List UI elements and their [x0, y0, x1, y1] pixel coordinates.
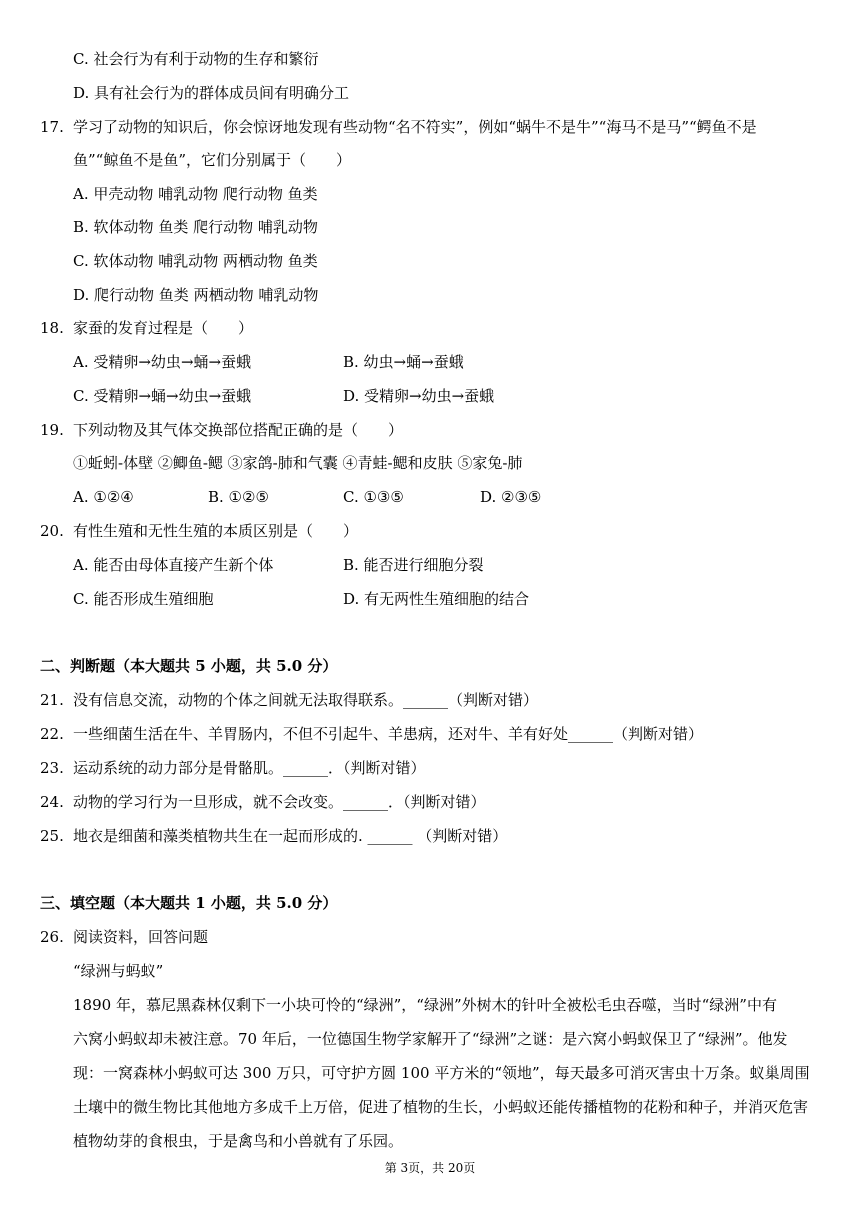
q24-text: 动物的学习行为一旦形成，就不会改变。______．（判断对错） [73, 793, 486, 811]
q26-passage-title: “绿洲与蚂蚁” [73, 962, 164, 980]
q26-passage-line: 1890 年，慕尼黑森林仅剩下一小块可怜的“绿洲”，“绿洲”外树木的针叶全被松毛虫吞噬，当时“绿洲”中有 [73, 996, 777, 1014]
q19-option-a: A. ①②④ [73, 488, 134, 506]
q19-option-b: B. ①②⑤ [208, 488, 269, 506]
q20-option-a: A. 能否由母体直接产生新个体 [73, 556, 274, 574]
q23-text: 运动系统的动力部分是骨骼肌。______．（判断对错） [73, 759, 426, 777]
q21-text: 没有信息交流，动物的个体之间就无法取得联系。______（判断对错） [73, 691, 539, 709]
q18-number: 18. [40, 319, 64, 337]
q18-stem: 家蚕的发育过程是（ ） [73, 319, 254, 337]
q20-option-c: C. 能否形成生殖细胞 [73, 590, 214, 608]
q17-option-d: D. 爬行动物 鱼类 两栖动物 哺乳动物 [73, 286, 319, 304]
section-title-fill: 三、填空题（本大题共 1 小题，共 5.0 分） [40, 894, 338, 912]
q26-passage-line: 土壤中的微生物比其他地方多成千上万倍，促进了植物的生长，小蚂蚁还能传播植物的花粉和种子，并消灭危害 [73, 1098, 809, 1116]
q19-option-c: C. ①③⑤ [343, 488, 404, 506]
q18-option-b: B. 幼虫→蛹→蚕蛾 [343, 353, 464, 371]
q23-number: 23. [40, 759, 64, 777]
q26-passage-line: 植物幼芽的食根虫，于是禽鸟和小兽就有了乐园。 [73, 1132, 404, 1150]
q25-number: 25. [40, 827, 64, 845]
q17-stem-line1: 学习了动物的知识后，你会惊讶地发现有些动物“名不符实”，例如“蜗牛不是牛”“海马不是马”“鳄鱼不是 [73, 118, 757, 136]
q22-number: 22. [40, 725, 64, 743]
q18-option-c: C. 受精卵→蛹→幼虫→蚕蛾 [73, 387, 252, 405]
q22-text: 一些细菌生活在牛、羊胃肠内，不但不引起牛、羊患病，还对牛、羊有好处______（判断对错） [73, 725, 704, 743]
q26-passage-line: 六窝小蚂蚁却未被注意。70 年后，一位德国生物学家解开了“绿洲”之谜：是六窝小蚂蚁保卫了“绿洲”。他发 [73, 1030, 788, 1048]
q20-option-d: D. 有无两性生殖细胞的结合 [343, 590, 530, 608]
q20-number: 20. [40, 522, 64, 540]
q19-items: ①蚯蚓-体壁 ②鲫鱼-鳃 ③家鸽-肺和气囊 ④青蛙-鳃和皮肤 ⑤家兔-肺 [73, 454, 523, 472]
q26-passage-line: 现：一窝森林小蚂蚁可达 300 万只，可守护方圆 100 平方米的“领地”，每天最多可消灭害虫十万条。蚁巢周围 [73, 1064, 810, 1082]
q20-stem: 有性生殖和无性生殖的本质区别是（ ） [73, 522, 359, 540]
q16-option-d: D. 具有社会行为的群体成员间有明确分工 [73, 84, 350, 102]
q24-number: 24. [40, 793, 64, 811]
q17-option-a: A. 甲壳动物 哺乳动物 爬行动物 鱼类 [73, 185, 318, 203]
q18-option-a: A. 受精卵→幼虫→蛹→蚕蛾 [73, 353, 252, 371]
q26-number: 26. [40, 928, 64, 946]
q16-option-c: C. 社会行为有利于动物的生存和繁衍 [73, 50, 319, 68]
q20-option-b: B. 能否进行细胞分裂 [343, 556, 484, 574]
q17-option-c: C. 软体动物 哺乳动物 两栖动物 鱼类 [73, 252, 318, 270]
q26-stem: 阅读资料，回答问题 [73, 928, 209, 946]
q17-number: 17. [40, 118, 64, 136]
q19-stem: 下列动物及其气体交换部位搭配正确的是（ ） [73, 421, 404, 439]
q25-text: 地衣是细菌和藻类植物共生在一起而形成的. ______ （判断对错） [73, 827, 508, 845]
q21-number: 21. [40, 691, 64, 709]
q17-option-b: B. 软体动物 鱼类 爬行动物 哺乳动物 [73, 218, 318, 236]
q17-stem-line2: 鱼”“鲸鱼不是鱼”，它们分别属于（ ） [73, 151, 352, 169]
q19-option-d: D. ②③⑤ [480, 488, 542, 506]
section-title-judge: 二、判断题（本大题共 5 小题，共 5.0 分） [40, 657, 338, 675]
page-footer: 第 3页，共 20页 [384, 1161, 476, 1175]
q18-option-d: D. 受精卵→幼虫→蚕蛾 [343, 387, 495, 405]
q19-number: 19. [40, 421, 64, 439]
